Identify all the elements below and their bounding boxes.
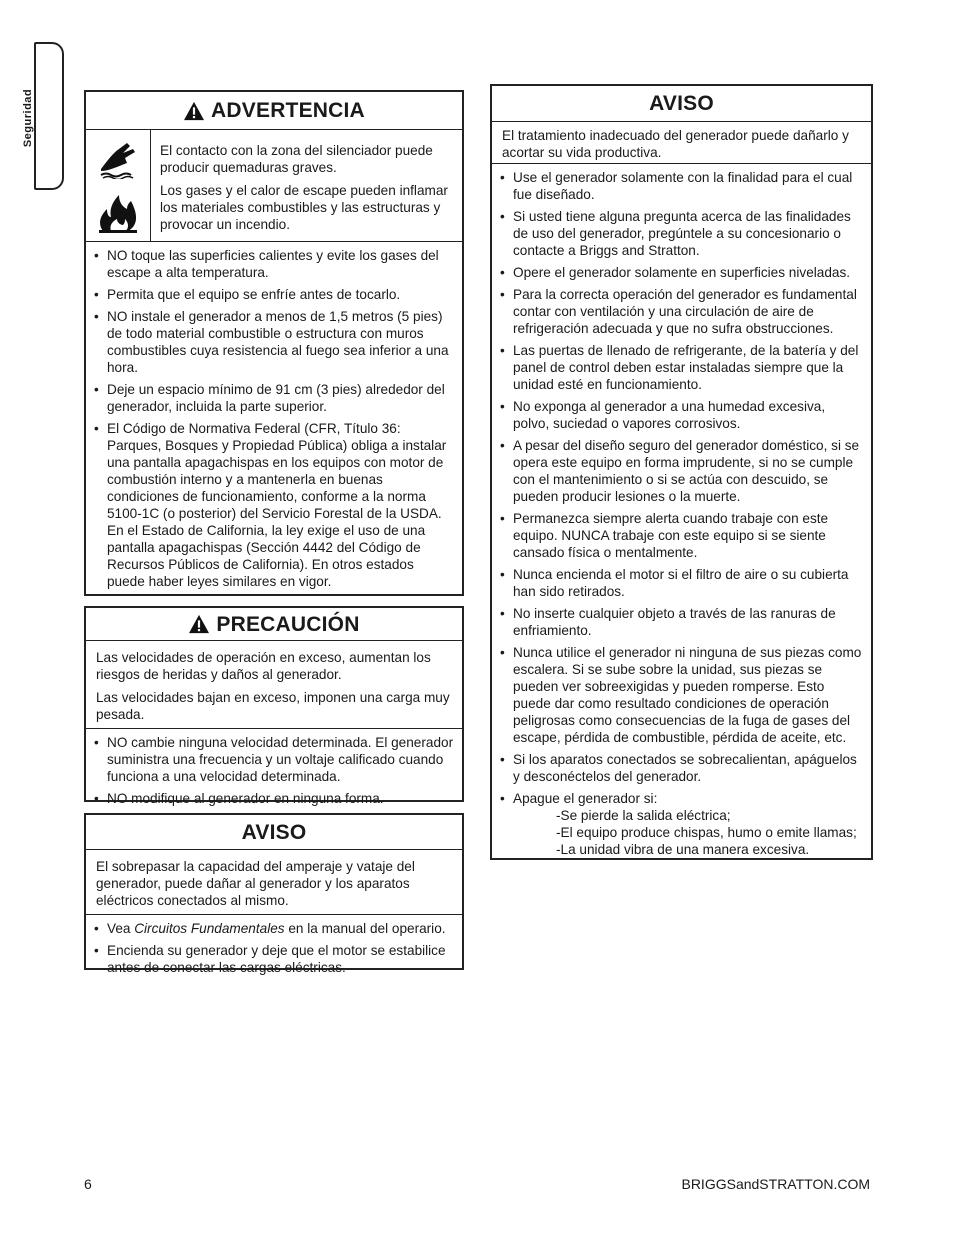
list-item: • El Código de Normativa Federal (CFR, Título 36: Parques, Bosques y Propiedad Pública) obliga a instalar una pantalla apagachispas en los equipos con motor de combustión interno y a mantenerla en buenas condiciones de funcionamiento, conforme a la norma 5100-1C (o posterior) del Servicio Forestal de la USDA. En el Estado de California, la ley exige el uso de una pantalla apagachispas (Sección 4442 del Código de Recursos Públicos de California). En otros estados puede haber leyes similares en vigor. xyxy=(94,420,454,590)
list-item xyxy=(94,920,454,937)
aviso-right-bullet-list xyxy=(492,164,871,866)
advertencia-icon-column xyxy=(86,130,151,241)
aviso-right-header xyxy=(492,86,871,122)
list-item: • A pesar del diseño seguro del generador doméstico, si se opera este equipo en forma imprudente, si no se cumple con el mantenimiento o si se actúa con descuido, se pueden producir lesiones o la muerte. xyxy=(500,437,863,505)
hot-surface-burn-icon xyxy=(97,139,139,179)
section-side-tab xyxy=(34,42,64,190)
aviso-left-bullet-list xyxy=(86,915,462,984)
warning-triangle-icon xyxy=(183,101,205,121)
aviso-right-box xyxy=(490,84,873,860)
sub-list-item: -Se pierde la salida eléctrica; xyxy=(556,808,731,823)
list-item xyxy=(500,790,863,858)
precaucion-bullet-list xyxy=(86,729,462,815)
sub-list-item: -El equipo produce chispas, humo o emite llamas; xyxy=(556,825,857,840)
list-item: • NO cambie ninguna velocidad determinada. El generador suministra una frecuencia y un voltaje calificado cuando funciona a una velocidad determinada. xyxy=(94,734,454,785)
bullet-text: en la manual del operario. xyxy=(284,921,446,936)
list-item: • Permanezca siempre alerta cuando trabaje con este equipo. NUNCA trabaje con este equipo si se siente cansado física o mentalmente. xyxy=(500,510,863,561)
advertencia-intro-text: El contacto con la zona del silenciador puede producir quemaduras graves. xyxy=(160,143,433,175)
page-number: 6 xyxy=(84,1176,92,1192)
list-item: • Use el generador solamente con la finalidad para el cual fue diseñado. xyxy=(500,169,863,203)
aviso-right-intro-text: El tratamiento inadecuado del generador puede dañarlo y acortar su vida productiva. xyxy=(502,128,849,160)
list-item: • Deje un espacio mínimo de 91 cm (3 pies) alrededor del generador, incluida la parte superior. xyxy=(94,381,454,415)
aviso-left-title: AVISO xyxy=(241,820,307,844)
list-item: • Para la correcta operación del generador es fundamental contar con ventilación y una circulación de aire de refrigeración adecuada y que no sufra obstrucciones. xyxy=(500,286,863,337)
list-item: • NO toque las superficies calientes y evite los gases del escape a alta temperatura. xyxy=(94,247,454,281)
precaucion-intro-text: Las velocidades bajan en exceso, imponen una carga muy pesada. xyxy=(96,690,450,722)
list-item: • Opere el generador solamente en superficies niveladas. xyxy=(500,264,863,281)
precaucion-box xyxy=(84,606,464,806)
list-item: • NO instale el generador a menos de 1,5 metros (5 pies) de todo material combustible o estructura con muros combustibles cuya resistencia al fuego sea inferior a una hora. xyxy=(94,308,454,376)
aviso-right-title: AVISO xyxy=(649,92,714,115)
advertencia-box xyxy=(84,90,464,596)
fire-icon xyxy=(95,191,141,233)
aviso-right-intro xyxy=(492,122,871,164)
aviso-left-intro-text: El sobrepasar la capacidad del amperaje y vataje del generador, puede dañar al generador y los aparatos eléctricos conectados al mismo. xyxy=(96,859,415,908)
side-tab-edge xyxy=(34,42,36,190)
precaucion-title: PRECAUCIÓN xyxy=(216,612,360,636)
list-item: • Nunca utilice el generador ni ninguna de sus piezas como escalera. Si se sube sobre la unidad, sus piezas se pueden ver sobreexigidas y pueden romperse. Esto puede dar como resultado condiciones de operación peligrosas como consecuencias de la fuga de gases del escape, pérdida de combustible, pérdida de aceite, etc. xyxy=(500,644,863,746)
precaucion-intro-text: Las velocidades de operación en exceso, aumentan los riesgos de heridas y daños al generador. xyxy=(96,650,431,682)
advertencia-title: ADVERTENCIA xyxy=(211,99,365,122)
list-item: • NO modifique al generador en ninguna forma. xyxy=(94,790,454,807)
precaucion-header xyxy=(86,608,462,641)
list-item: • No exponga al generador a una humedad excesiva, polvo, suciedad o vapores corrosivos. xyxy=(500,398,863,432)
list-item: • No inserte cualquier objeto a través de las ranuras de enfriamiento. xyxy=(500,605,863,639)
bullet-text: Vea xyxy=(107,921,135,936)
precaucion-intro xyxy=(86,641,462,729)
bullet-text: • Apague el generador si: xyxy=(513,791,658,806)
shutdown-conditions xyxy=(513,807,863,858)
advertencia-intro-text: Los gases y el calor de escape pueden inflamar los materiales combustibles y las estructuras y provocar un incendio. xyxy=(160,183,448,232)
side-tab-label: Seguridad xyxy=(22,88,34,148)
aviso-left-box xyxy=(84,813,464,975)
list-item: • Las puertas de llenado de refrigerante, de la batería y del panel de control deben estar instaladas siempre que la unidad esté en funcionamiento. xyxy=(500,342,863,393)
list-item: • Permita que el equipo se enfríe antes de tocarlo. xyxy=(94,286,454,303)
list-item: • Encienda su generador y deje que el motor se estabilice antes de conectar las cargas eléctricas. xyxy=(94,942,454,976)
manual-reference-link-text: Circuitos Fundamentales xyxy=(134,921,285,936)
list-item: • Nunca encienda el motor si el filtro de aire o su cubierta han sido retirados. xyxy=(500,566,863,600)
aviso-left-header xyxy=(86,815,462,850)
advertencia-intro xyxy=(151,130,462,241)
sub-list-item: -La unidad vibra de una manera excesiva. xyxy=(556,842,810,857)
aviso-left-intro xyxy=(86,850,462,915)
warning-triangle-icon xyxy=(188,614,210,634)
footer-website: BRIGGSandSTRATTON.COM xyxy=(681,1176,870,1192)
advertencia-header xyxy=(86,92,462,130)
list-item: • Si usted tiene alguna pregunta acerca de las finalidades de uso del generador, pregúntele a su concesionario o contacte a Briggs and Stratton. xyxy=(500,208,863,259)
advertencia-hazard-row xyxy=(86,130,462,242)
advertencia-bullet-list xyxy=(86,242,462,598)
list-item: • Si los aparatos conectados se sobrecalientan, apáguelos y desconéctelos del generador. xyxy=(500,751,863,785)
